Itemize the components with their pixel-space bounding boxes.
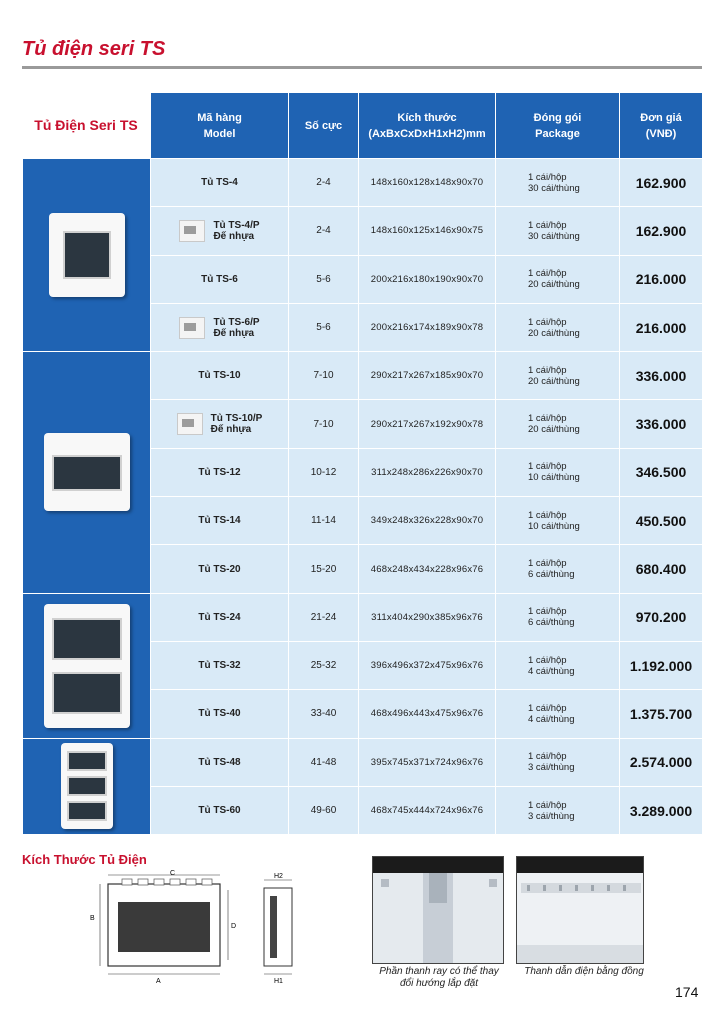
- model-cell: Tủ TS-4: [151, 159, 289, 207]
- model-cell: Tủ TS-6: [151, 255, 289, 303]
- size-cell: 148x160x128x148x90x70: [359, 159, 496, 207]
- model-cell: Tủ TS-10: [151, 352, 289, 400]
- product-table: [22, 92, 703, 835]
- price-cell: 680.400: [620, 545, 703, 593]
- price-cell: 162.900: [620, 207, 703, 255]
- poles-cell: 5-6: [289, 303, 359, 351]
- page-number: 174: [675, 984, 699, 1000]
- table-row: [23, 159, 703, 207]
- package-cell: 1 cái/hộp 20 cái/thùng: [496, 255, 620, 303]
- poles-cell: 2-4: [289, 207, 359, 255]
- copper-busbar-photo: [516, 856, 644, 964]
- header-size: Kích thước (AxBxCxDxH1xH2)mm: [359, 93, 496, 159]
- dim-label-b: B: [90, 915, 95, 922]
- price-cell: 1.375.700: [620, 690, 703, 738]
- poles-cell: 33-40: [289, 690, 359, 738]
- size-cell: 396x496x372x475x96x76: [359, 641, 496, 689]
- title-divider: [22, 66, 702, 69]
- table-row: [23, 352, 703, 400]
- size-cell: 290x217x267x192x90x78: [359, 400, 496, 448]
- price-cell: 450.500: [620, 497, 703, 545]
- cabinet-front-dimension-drawing: [86, 870, 246, 986]
- package-cell: 1 cái/hộp 20 cái/thùng: [496, 352, 620, 400]
- dim-label-c: C: [170, 870, 176, 877]
- poles-cell: 49-60: [289, 786, 359, 834]
- model-cell: Tủ TS-6/P Đế nhựa: [151, 303, 289, 351]
- model-cell: Tủ TS-60: [151, 786, 289, 834]
- price-cell: 216.000: [620, 255, 703, 303]
- package-cell: 1 cái/hộp 4 cái/thùng: [496, 641, 620, 689]
- size-cell: 200x216x180x190x90x70: [359, 255, 496, 303]
- size-cell: 395x745x371x724x96x76: [359, 738, 496, 786]
- page-title: Tủ điện seri TS: [22, 38, 166, 60]
- package-cell: 1 cái/hộp 10 cái/thùng: [496, 448, 620, 496]
- header-model: Mã hàng Model: [151, 93, 289, 159]
- price-cell: 336.000: [620, 352, 703, 400]
- model-cell: Tủ TS-20: [151, 545, 289, 593]
- poles-cell: 21-24: [289, 593, 359, 641]
- package-cell: 1 cái/hộp 20 cái/thùng: [496, 400, 620, 448]
- poles-cell: 15-20: [289, 545, 359, 593]
- dim-label-a: A: [156, 978, 161, 985]
- package-cell: 1 cái/hộp 4 cái/thùng: [496, 690, 620, 738]
- poles-cell: 7-10: [289, 352, 359, 400]
- price-cell: 346.500: [620, 448, 703, 496]
- model-cell: Tủ TS-4/P Đế nhựa: [151, 207, 289, 255]
- table-row: [23, 738, 703, 786]
- package-cell: 1 cái/hộp 3 cái/thùng: [496, 738, 620, 786]
- size-cell: 468x745x444x724x96x76: [359, 786, 496, 834]
- cabinet-side-dimension-drawing: [258, 870, 302, 986]
- dim-label-h1: H1: [274, 978, 283, 985]
- table-row: [23, 593, 703, 641]
- series-label: Tủ Điện Seri TS: [34, 117, 138, 133]
- poles-cell: 11-14: [289, 497, 359, 545]
- base-plate-thumbnail: [177, 413, 203, 435]
- price-cell: 336.000: [620, 400, 703, 448]
- package-cell: 1 cái/hộp 3 cái/thùng: [496, 786, 620, 834]
- poles-cell: 7-10: [289, 400, 359, 448]
- package-cell: 1 cái/hộp 6 cái/thùng: [496, 545, 620, 593]
- cabinet-image-triple: [23, 738, 151, 835]
- size-cell: 349x248x326x228x90x70: [359, 497, 496, 545]
- package-cell: 1 cái/hộp 30 cái/thùng: [496, 159, 620, 207]
- cabinet-image-double: [23, 593, 151, 738]
- price-cell: 216.000: [620, 303, 703, 351]
- din-rail-photo: [372, 856, 504, 964]
- price-cell: 970.200: [620, 593, 703, 641]
- poles-cell: 5-6: [289, 255, 359, 303]
- price-cell: 2.574.000: [620, 738, 703, 786]
- size-cell: 311x248x286x226x90x70: [359, 448, 496, 496]
- din-rail-caption: Phần thanh ray có thể thay đổi hướng lắp đặt: [379, 966, 499, 989]
- poles-cell: 10-12: [289, 448, 359, 496]
- package-cell: 1 cái/hộp 20 cái/thùng: [496, 303, 620, 351]
- package-cell: 1 cái/hộp 10 cái/thùng: [496, 497, 620, 545]
- size-cell: 148x160x125x146x90x75: [359, 207, 496, 255]
- poles-cell: 25-32: [289, 641, 359, 689]
- cabinet-image-small: [23, 159, 151, 352]
- model-cell: Tủ TS-48: [151, 738, 289, 786]
- model-cell: Tủ TS-14: [151, 497, 289, 545]
- model-cell: Tủ TS-40: [151, 690, 289, 738]
- copper-busbar-caption: Thanh dẫn điện bằng đồng: [524, 966, 644, 977]
- cabinet-image-medium: [23, 352, 151, 593]
- header-price: Đơn giá (VNĐ): [620, 93, 703, 159]
- package-cell: 1 cái/hộp 30 cái/thùng: [496, 207, 620, 255]
- size-cell: 290x217x267x185x90x70: [359, 352, 496, 400]
- model-cell: Tủ TS-10/P Đế nhựa: [151, 400, 289, 448]
- model-cell: Tủ TS-12: [151, 448, 289, 496]
- header-package: Đóng gói Package: [496, 93, 620, 159]
- poles-cell: 41-48: [289, 738, 359, 786]
- size-cell: 468x496x443x475x96x76: [359, 690, 496, 738]
- dim-label-h2: H2: [274, 873, 283, 880]
- model-cell: Tủ TS-32: [151, 641, 289, 689]
- header-blank: [23, 93, 151, 159]
- table-header-row: [23, 93, 703, 159]
- dimensions-section-title: Kích Thước Tủ Điện: [22, 852, 147, 867]
- header-poles: Số cực: [289, 93, 359, 159]
- size-cell: 311x404x290x385x96x76: [359, 593, 496, 641]
- size-cell: 200x216x174x189x90x78: [359, 303, 496, 351]
- model-cell: Tủ TS-24: [151, 593, 289, 641]
- size-cell: 468x248x434x228x96x76: [359, 545, 496, 593]
- base-plate-thumbnail: [179, 317, 205, 339]
- poles-cell: 2-4: [289, 159, 359, 207]
- price-cell: 162.900: [620, 159, 703, 207]
- base-plate-thumbnail: [179, 220, 205, 242]
- price-cell: 1.192.000: [620, 641, 703, 689]
- package-cell: 1 cái/hộp 6 cái/thùng: [496, 593, 620, 641]
- price-cell: 3.289.000: [620, 786, 703, 834]
- dim-label-d: D: [231, 923, 237, 930]
